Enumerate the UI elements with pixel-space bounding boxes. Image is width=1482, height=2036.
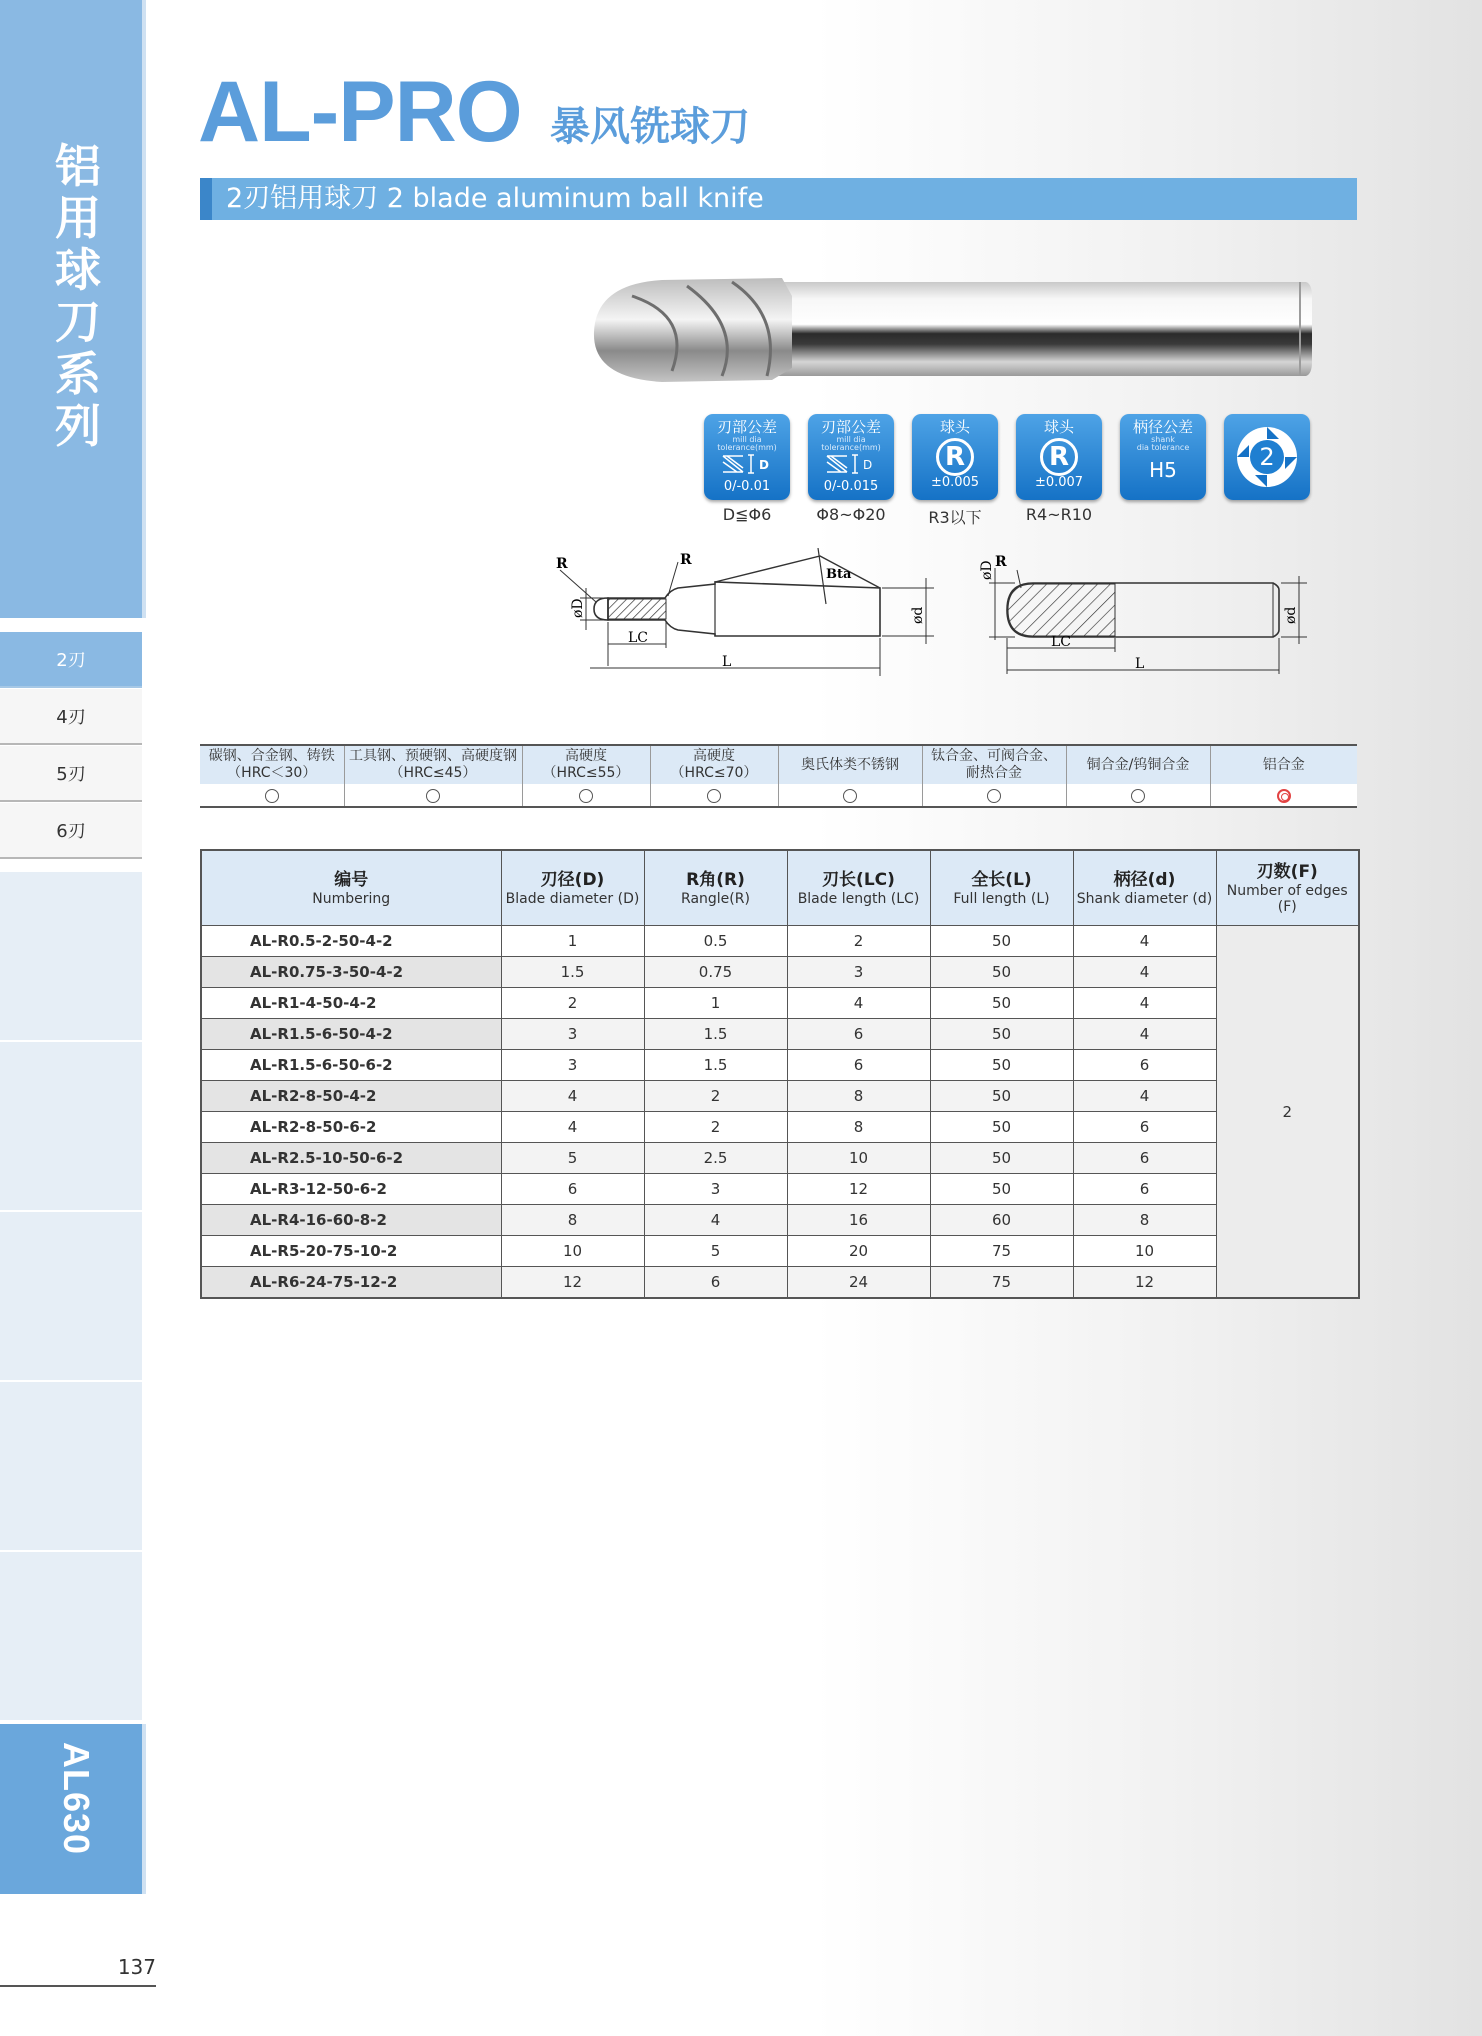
blade-diameter-label: øD xyxy=(570,598,586,618)
value-cell: 1 xyxy=(501,926,644,957)
series-code: AL630 xyxy=(56,1742,97,1856)
tab-label: 2刃 xyxy=(56,650,86,671)
badge-value: ±0.005 xyxy=(930,475,980,490)
material-header-cell xyxy=(922,745,1066,784)
mill-dia-tolerance-badge-large xyxy=(808,414,894,500)
circle-icon xyxy=(987,789,1001,803)
value-cell: 75 xyxy=(930,1236,1073,1267)
circle-icon xyxy=(707,789,721,803)
tab-label: 6刃 xyxy=(56,821,86,842)
badge-caption: Φ8~Φ20 xyxy=(816,505,886,524)
value-cell: 75 xyxy=(930,1267,1073,1299)
value-cell: 2.5 xyxy=(644,1143,787,1174)
item-number-cell: AL-R2-8-50-4-2 xyxy=(201,1081,501,1112)
value-cell: 4 xyxy=(1073,926,1216,957)
radius-label: R xyxy=(680,552,692,568)
value-cell: 3 xyxy=(501,1050,644,1081)
value-cell: 24 xyxy=(787,1267,930,1299)
material-suitability-table xyxy=(200,744,1357,808)
material-marker-cell xyxy=(778,784,922,807)
header-en: Numbering xyxy=(312,891,391,907)
value-cell: 1.5 xyxy=(644,1019,787,1050)
tab-6-blade[interactable] xyxy=(0,803,142,859)
value-cell: 6 xyxy=(501,1174,644,1205)
flute-head-shape xyxy=(594,278,792,382)
material-name: 高硬度 xyxy=(693,748,735,764)
material-marker-cell xyxy=(650,784,778,807)
badge-title: 刃部公差 xyxy=(716,418,777,436)
value-cell: 50 xyxy=(930,1019,1073,1050)
table-row xyxy=(201,1267,1359,1299)
svg-text:D: D xyxy=(863,458,873,472)
item-number-cell: AL-R1.5-6-50-4-2 xyxy=(201,1019,501,1050)
badge-caption: D≦Φ6 xyxy=(722,505,772,524)
material-marker-cell xyxy=(1210,784,1357,807)
value-cell: 3 xyxy=(787,957,930,988)
item-number-cell: AL-R3-12-50-6-2 xyxy=(201,1174,501,1205)
value-cell: 1 xyxy=(644,988,787,1019)
header-cn: 柄径(d) xyxy=(1113,870,1176,890)
material-hardness: （HRC≤55） xyxy=(542,765,630,781)
material-marker-cell xyxy=(200,784,344,807)
section-view-drawing xyxy=(955,548,1315,683)
tab-2-blade[interactable] xyxy=(0,632,142,688)
value-cell: 6 xyxy=(1073,1174,1216,1205)
material-header-cell xyxy=(650,745,778,784)
value-cell: 6 xyxy=(644,1267,787,1299)
table-row xyxy=(201,926,1359,957)
value-cell: 4 xyxy=(1073,1019,1216,1050)
tab-label: 4刃 xyxy=(56,707,86,728)
ball-end-mill-image xyxy=(592,276,1312,386)
header-cn: 全长(L) xyxy=(971,870,1032,890)
value-cell: 12 xyxy=(501,1267,644,1299)
badge-sub: mill dia xyxy=(732,435,762,444)
material-marker-cell xyxy=(1066,784,1210,807)
radius-label: R xyxy=(995,554,1007,570)
value-cell: 4 xyxy=(501,1112,644,1143)
value-cell: 50 xyxy=(930,957,1073,988)
value-cell: 10 xyxy=(501,1236,644,1267)
blade-length-label: LC xyxy=(1051,634,1072,650)
header-en: Full length (L) xyxy=(953,891,1050,907)
flute-count-badge xyxy=(1224,414,1310,500)
circle-icon xyxy=(1131,789,1145,803)
spec-header-cell xyxy=(930,850,1073,926)
badge-title: 柄径公差 xyxy=(1132,418,1193,436)
badge-title: 球头 xyxy=(939,418,970,436)
material-name: 奥氏体类不锈钢 xyxy=(801,756,899,773)
badge-sub: mill dia xyxy=(836,435,866,444)
badge-value: H5 xyxy=(1149,458,1177,482)
item-number-cell: AL-R4-16-60-8-2 xyxy=(201,1205,501,1236)
series-vertical-title: 铝用球刀系列 xyxy=(55,139,101,453)
item-number-cell: AL-R1-4-50-4-2 xyxy=(201,988,501,1019)
value-cell: 1.5 xyxy=(501,957,644,988)
ball-radius-badge-large xyxy=(1016,414,1102,500)
table-row xyxy=(201,1174,1359,1205)
table-row xyxy=(201,957,1359,988)
tab-5-blade[interactable] xyxy=(0,746,142,802)
value-cell: 8 xyxy=(787,1112,930,1143)
value-cell: 6 xyxy=(787,1019,930,1050)
value-cell: 50 xyxy=(930,1143,1073,1174)
brand-subtitle: 暴风铣球刀 xyxy=(550,104,750,150)
item-number-cell: AL-R1.5-6-50-6-2 xyxy=(201,1050,501,1081)
value-cell: 0.75 xyxy=(644,957,787,988)
value-cell: 50 xyxy=(930,1081,1073,1112)
recommended-circle-icon xyxy=(1277,789,1291,803)
header-en: Rangle(R) xyxy=(681,891,750,907)
value-cell: 50 xyxy=(930,988,1073,1019)
diameter-tolerance-icon xyxy=(821,452,881,476)
page-number xyxy=(0,1955,156,1987)
sidebar-filler xyxy=(0,872,142,1722)
value-cell: 12 xyxy=(1073,1267,1216,1299)
flute-count-value: 2 xyxy=(1259,443,1275,471)
value-cell: 6 xyxy=(1073,1050,1216,1081)
bta-label: Bta xyxy=(826,567,852,582)
value-cell: 8 xyxy=(501,1205,644,1236)
badge-value: ±0.007 xyxy=(1034,475,1084,490)
header-en: Blade length (LC) xyxy=(797,891,920,907)
item-number-cell: AL-R2.5-10-50-6-2 xyxy=(201,1143,501,1174)
mill-dia-tolerance-badge-small xyxy=(704,414,790,500)
header-cn: 刃径(D) xyxy=(540,870,605,890)
section-banner: 2刃铝用球刀 2 blade aluminum ball knife xyxy=(200,178,1357,220)
badge-sub: shank xyxy=(1151,435,1175,444)
value-cell: 2 xyxy=(787,926,930,957)
header-cn: 编号 xyxy=(334,870,369,890)
value-cell: 2 xyxy=(644,1081,787,1112)
material-header-cell xyxy=(1210,745,1357,784)
ball-radius-icon xyxy=(1040,438,1078,476)
circle-icon xyxy=(265,789,279,803)
header-en: Blade diameter (D) xyxy=(505,891,640,907)
material-marker-cell xyxy=(522,784,650,807)
header-cn: R角(R) xyxy=(686,870,745,890)
header-en: Shank diameter (d) xyxy=(1076,891,1213,907)
value-cell: 5 xyxy=(501,1143,644,1174)
material-hardness: （HRC＜30） xyxy=(227,765,317,781)
material-header-cell xyxy=(522,745,650,784)
tab-label: 5刃 xyxy=(56,764,86,785)
table-row xyxy=(201,1081,1359,1112)
value-cell: 16 xyxy=(787,1205,930,1236)
value-cell: 6 xyxy=(1073,1143,1216,1174)
value-cell: 3 xyxy=(644,1174,787,1205)
value-cell: 2 xyxy=(644,1112,787,1143)
value-cell: 4 xyxy=(787,988,930,1019)
svg-text:D: D xyxy=(759,458,769,472)
brand-title: AL-PRO xyxy=(198,64,522,160)
material-header-cell xyxy=(778,745,922,784)
material-name: 钛合金、可阀合金、 xyxy=(931,748,1057,764)
value-cell: 1.5 xyxy=(644,1050,787,1081)
value-cell: 50 xyxy=(930,926,1073,957)
table-row xyxy=(201,1205,1359,1236)
item-number-cell: AL-R6-24-75-12-2 xyxy=(201,1267,501,1299)
tab-4-blade[interactable] xyxy=(0,689,142,745)
shank-diameter-label: ød xyxy=(1283,606,1299,624)
badge-caption: R3以下 xyxy=(928,508,982,527)
value-cell: 12 xyxy=(787,1174,930,1205)
header-cn: 刃长(LC) xyxy=(822,870,895,890)
spec-header-cell xyxy=(201,850,501,926)
full-length-label: L xyxy=(722,654,732,670)
circle-icon xyxy=(426,789,440,803)
material-name: 碳钢、合金钢、铸铁 xyxy=(208,748,335,764)
value-cell: 6 xyxy=(787,1050,930,1081)
value-cell: 6 xyxy=(1073,1112,1216,1143)
radius-label: R xyxy=(556,556,568,572)
material-marker-cell xyxy=(922,784,1066,807)
value-cell: 3 xyxy=(501,1019,644,1050)
badge-title: 球头 xyxy=(1043,418,1074,436)
value-cell: 10 xyxy=(787,1143,930,1174)
material-header-cell xyxy=(200,745,344,784)
value-cell: 50 xyxy=(930,1112,1073,1143)
material-marker-row xyxy=(200,784,1357,807)
material-header-cell xyxy=(344,745,522,784)
value-cell: 4 xyxy=(1073,957,1216,988)
shank-diameter-label: ød xyxy=(910,606,926,624)
value-cell: 4 xyxy=(1073,988,1216,1019)
badge-title: 刃部公差 xyxy=(820,418,881,436)
ball-radius-badge-small xyxy=(912,414,998,500)
value-cell: 20 xyxy=(787,1236,930,1267)
material-hardness: （HRC≤45） xyxy=(389,765,477,781)
circle-icon xyxy=(579,789,593,803)
badge-sub: tolerance(mm) xyxy=(821,443,881,452)
material-header-row xyxy=(200,745,1357,784)
material-name: 工具钢、预硬钢、高硬度钢 xyxy=(349,748,517,764)
radius-letter: R xyxy=(1048,442,1070,472)
item-number-cell: AL-R0.5-2-50-4-2 xyxy=(201,926,501,957)
full-length-label: L xyxy=(1135,656,1145,672)
blade-length-label: LC xyxy=(628,630,649,646)
value-cell: 60 xyxy=(930,1205,1073,1236)
value-cell: 4 xyxy=(501,1081,644,1112)
table-row xyxy=(201,1019,1359,1050)
material-header-cell xyxy=(1066,745,1210,784)
ball-radius-icon xyxy=(936,438,974,476)
value-cell: 4 xyxy=(644,1205,787,1236)
badge-sub: dia tolerance xyxy=(1136,443,1190,452)
item-number-cell: AL-R2-8-50-6-2 xyxy=(201,1112,501,1143)
side-view-drawing xyxy=(550,548,940,683)
spec-header-cell xyxy=(1073,850,1216,926)
item-number-cell: AL-R0.75-3-50-4-2 xyxy=(201,957,501,988)
material-name: 铜合金/钨铜合金 xyxy=(1086,756,1190,773)
shank-tolerance-badge xyxy=(1120,414,1206,500)
diameter-tolerance-icon xyxy=(717,452,777,476)
table-row xyxy=(201,1236,1359,1267)
material-hardness: （HRC≤70） xyxy=(670,765,758,781)
item-number-cell: AL-R5-20-75-10-2 xyxy=(201,1236,501,1267)
material-name: 高硬度 xyxy=(565,748,607,764)
value-cell: 2 xyxy=(501,988,644,1019)
value-cell: 8 xyxy=(787,1081,930,1112)
edge-count-cell: 2 xyxy=(1216,926,1359,1299)
badge-caption: R4~R10 xyxy=(1025,505,1093,524)
shank-shape xyxy=(762,282,1312,376)
material-name: 铝合金 xyxy=(1262,756,1305,773)
table-row xyxy=(201,1143,1359,1174)
badge-value: 0/-0.01 xyxy=(723,479,771,494)
table-row xyxy=(201,988,1359,1019)
spec-header-cell xyxy=(501,850,644,926)
value-cell: 10 xyxy=(1073,1236,1216,1267)
badge-value: 0/-0.015 xyxy=(823,479,879,494)
value-cell: 50 xyxy=(930,1174,1073,1205)
radius-letter: R xyxy=(944,442,966,472)
sidebar-header xyxy=(0,0,142,618)
circle-icon xyxy=(843,789,857,803)
header-en: Number of edges (F) xyxy=(1226,883,1348,915)
header-cn: 刃数(F) xyxy=(1256,862,1318,882)
spec-header-row xyxy=(201,850,1359,926)
spec-header-cell xyxy=(644,850,787,926)
value-cell: 5 xyxy=(644,1236,787,1267)
value-cell: 8 xyxy=(1073,1205,1216,1236)
value-cell: 0.5 xyxy=(644,926,787,957)
spec-header-cell xyxy=(1216,850,1359,926)
spec-header-cell xyxy=(787,850,930,926)
specification-table xyxy=(200,849,1360,1299)
spec-body xyxy=(201,926,1359,1299)
material-marker-cell xyxy=(344,784,522,807)
table-row xyxy=(201,1050,1359,1081)
material-hardness: 耐热合金 xyxy=(966,765,1022,781)
value-cell: 4 xyxy=(1073,1081,1216,1112)
flute-count-icon xyxy=(1224,414,1310,500)
value-cell: 50 xyxy=(930,1050,1073,1081)
blade-diameter-label: øD xyxy=(979,560,995,580)
page-number-text: 137 xyxy=(117,1955,156,1979)
table-row xyxy=(201,1112,1359,1143)
badge-sub: tolerance(mm) xyxy=(717,443,777,452)
